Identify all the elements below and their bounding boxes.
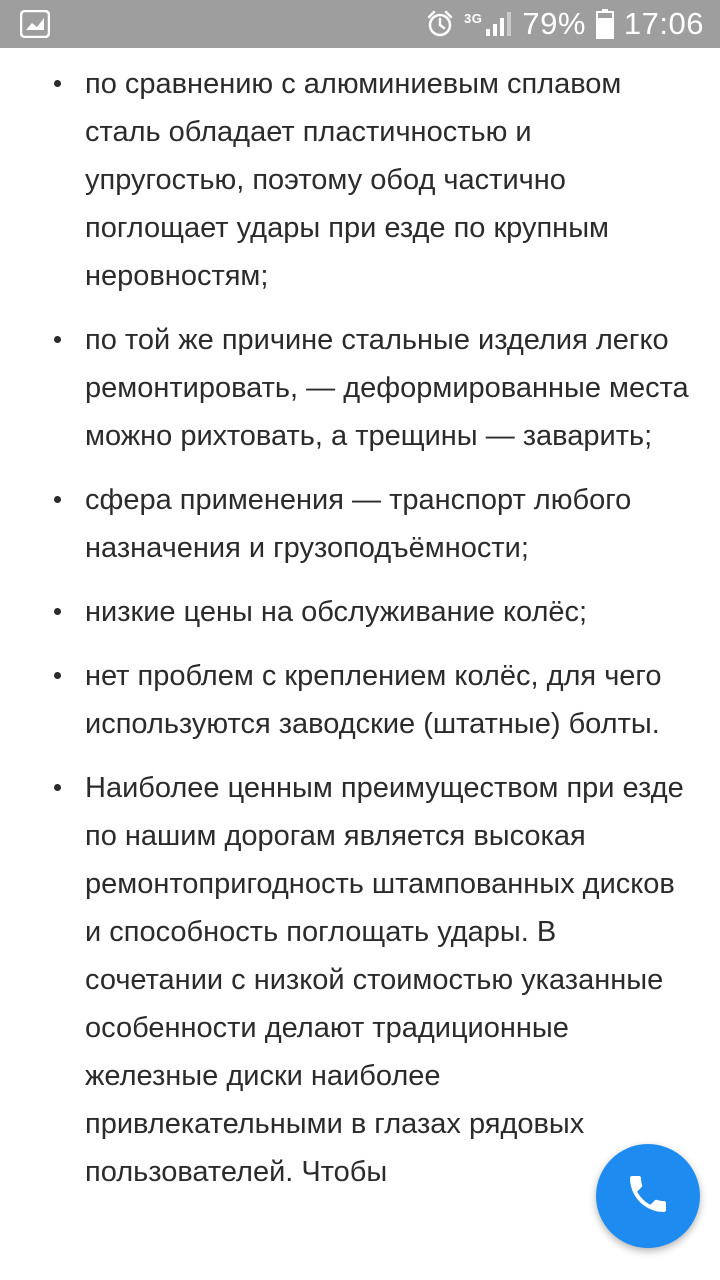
- list-item: [0, 652, 720, 748]
- list-item-text: сфера применения — транспорт любого назначения и грузоподъёмности;: [85, 484, 632, 564]
- bullet-icon: [54, 80, 61, 87]
- list-item-text: по сравнению с алюминиевым сплавом сталь обладает пластичностью и упругостью, поэтому обод частично поглощает удары при езде по крупным неровностям;: [85, 68, 622, 292]
- list-item-text: нет проблем с креплением колёс, для чего используются заводские (штатные) болты.: [85, 660, 662, 740]
- bullet-icon: [54, 336, 61, 343]
- battery-percent: 79%: [522, 6, 586, 41]
- call-button[interactable]: [596, 1144, 700, 1248]
- bullet-icon: [54, 672, 61, 679]
- alarm-icon: [426, 10, 454, 38]
- notification-app-icon: [20, 10, 50, 38]
- status-bar: [0, 0, 720, 48]
- signal-icon: [484, 11, 512, 37]
- network-type-label: 3G: [464, 10, 483, 26]
- article-content: [0, 48, 720, 1280]
- list-item: [0, 764, 720, 1196]
- list-item-text: низкие цены на обслуживание колёс;: [85, 596, 588, 628]
- list-item: [0, 60, 720, 300]
- bullet-icon: [54, 496, 61, 503]
- bullet-icon: [54, 784, 61, 791]
- bullet-list: [0, 60, 720, 1212]
- network-3g-icon: [464, 11, 512, 37]
- list-item-text: по той же причине стальные изделия легко ремонтировать, — деформированные места можно рихтовать, а трещины — заварить;: [85, 324, 689, 452]
- list-item: [0, 316, 720, 460]
- list-item-text: Наиболее ценным преимуществом при езде по нашим дорогам является высокая ремонтопригодность штампованных дисков и способность поглощать удары. В сочетании с низкой стоимостью указанные особенности делают традиционные железные диски наиболее привлекательными в глазах рядовых пользователей. Чтобы: [85, 772, 684, 1188]
- status-icons: [426, 0, 704, 48]
- phone-icon: [624, 1170, 672, 1223]
- list-item: [0, 588, 720, 636]
- list-item: [0, 476, 720, 572]
- bullet-icon: [54, 608, 61, 615]
- battery-icon: [596, 9, 614, 39]
- clock: 17:06: [623, 6, 704, 41]
